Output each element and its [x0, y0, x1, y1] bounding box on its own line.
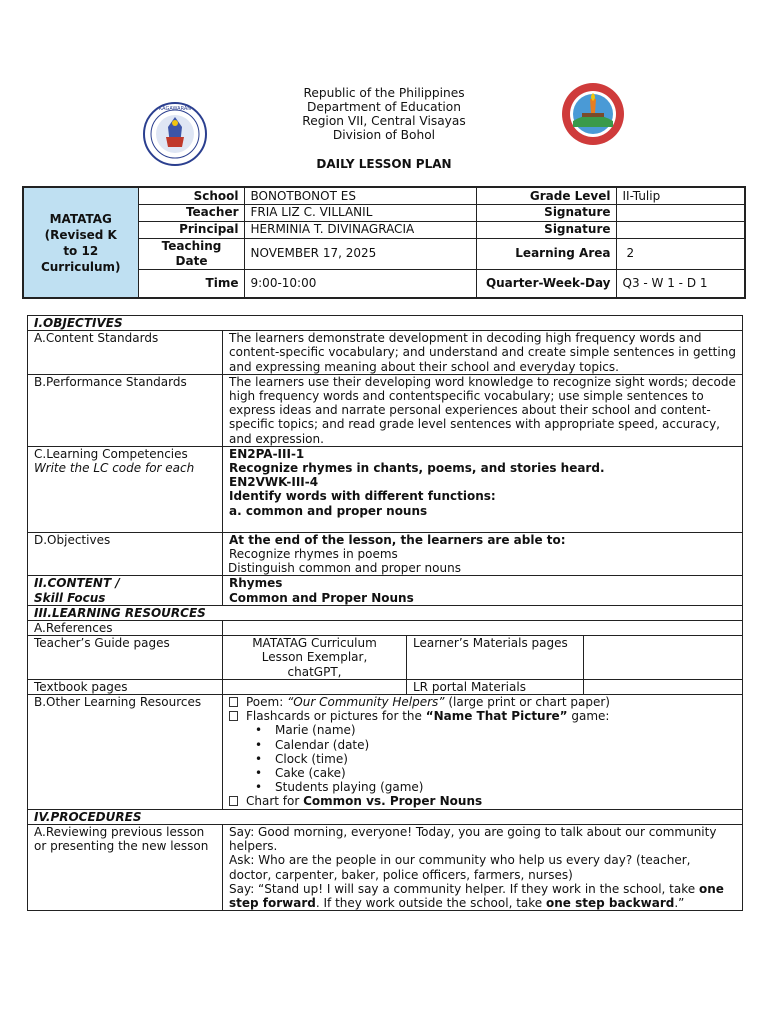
chart-prefix: Chart for [246, 794, 304, 809]
other-resources-value [223, 695, 743, 810]
country-line: Republic of the Philippines [303, 86, 465, 100]
learning-competencies-note: Write the LC code for each [34, 461, 195, 476]
signature-value-2 [616, 221, 745, 238]
school-label: School [138, 187, 244, 204]
content-nouns: Common and Proper Nouns [229, 590, 414, 605]
content-rhymes: Rhymes [229, 576, 283, 591]
content-label-line2: Skill Focus [34, 590, 106, 605]
signature-label-2: Signature [476, 221, 616, 238]
objectives-text [223, 532, 743, 576]
grade-value: II-Tulip [616, 187, 745, 204]
lesson-plan-table [27, 315, 743, 911]
principal-label: Principal [138, 221, 244, 238]
textbook-label: Textbook pages [28, 679, 223, 694]
signature-value-1 [616, 204, 745, 221]
time-label: Time [138, 269, 244, 298]
chart-resource [229, 794, 736, 808]
flashcard-list [229, 723, 736, 794]
objective-1: Recognize rhymes in poems [229, 547, 398, 562]
procedures-heading: IV.PROCEDURES [28, 809, 743, 824]
region-line: Region VII, Central Visayas [302, 114, 466, 128]
list-item: • Marie (name) [275, 723, 736, 737]
references-label: A.References [28, 621, 223, 636]
quarter-week-day-label: Quarter-Week-Day [476, 269, 616, 298]
teachers-guide-value: MATATAG Curriculum Lesson Exemplar, chatGPT, [223, 636, 407, 680]
poem-title: “Our Community Helpers” [287, 695, 445, 710]
flash-game: “Name That Picture” [425, 709, 568, 724]
quarter-week-day-value: Q3 - W 1 - D 1 [616, 269, 745, 298]
school-value: BONOTBONOT ES [244, 187, 476, 204]
division-line: Division of Bohol [332, 128, 436, 142]
poem-prefix: Poem: [246, 695, 288, 710]
lc1-text: Recognize rhymes in chants, poems, and stories heard. [229, 461, 605, 476]
flash-suffix: game: [567, 709, 610, 724]
learning-resources-heading: III.LEARNING RESOURCES [28, 605, 743, 620]
other-resources-label: B.Other Learning Resources [28, 695, 223, 810]
objective-2: Distinguish common and proper nouns [228, 561, 461, 576]
checkbox-icon [229, 697, 238, 707]
reviewing-text [223, 824, 743, 910]
content-standards-text: The learners demonstrate development in decoding high frequency words and content-specific vocabulary; and understand and create simple sentences in getting and expressing meaning about their school and everyday topics. [223, 331, 743, 375]
list-item: • Students playing (game) [275, 780, 736, 794]
learners-materials-label: Learner’s Materials pages [407, 636, 584, 680]
performance-standards-text: The learners use their developing word knowledge to recognize sight words; decode high frequency words and contentspecific vocabulary; use simple sentences to express ideas and narrate personal experiences about their school and content-specific topics; and read grade level sentences with appropriate speed, accuracy, and expression. [223, 374, 743, 446]
chart-bold: Common vs. Proper Nouns [303, 794, 483, 809]
lc2-code: EN2VWK-III-4 [229, 475, 319, 490]
objectives-label: D.Objectives [28, 532, 223, 576]
content-label [28, 576, 223, 605]
list-item: • Clock (time) [275, 752, 736, 766]
say2-part-c: . If they work outside the school, take [315, 895, 546, 910]
learners-materials-value [584, 636, 743, 680]
lc2-text: Identify words with different functions: [229, 489, 496, 504]
lr-portal-label: LR portal Materials [407, 679, 584, 694]
poem-resource [229, 695, 736, 709]
list-item: • Cake (cake) [275, 766, 736, 780]
teachers-guide-label: Teacher’s Guide pages [28, 636, 223, 680]
lr-portal-value [584, 679, 743, 694]
flash-prefix: Flashcards or pictures for the [246, 709, 426, 724]
say-2 [229, 882, 736, 910]
grade-label: Grade Level [476, 187, 616, 204]
ask-1: Ask: Who are the people in our community who help us every day? (teacher, doctor, carpenter, baker, police officers, farmers, nurses) [229, 853, 691, 882]
content-label-line1: II.CONTENT / [34, 576, 120, 591]
references-value [223, 621, 743, 636]
say2-part-d: one step backward [545, 895, 675, 910]
document-title: DAILY LESSON PLAN [316, 157, 452, 171]
principal-value: HERMINIA T. DIVINAGRACIA [244, 221, 476, 238]
say2-part-e: .” [674, 895, 685, 910]
learning-competencies-label: C.Learning Competencies [34, 446, 188, 461]
deped-seal-logo [142, 101, 208, 167]
say2-part-b: one step forward [229, 881, 724, 910]
teaching-date-label: Teaching Date [138, 238, 244, 269]
learning-area-label: Learning Area [476, 238, 616, 269]
flashcards-resource [229, 709, 736, 723]
poem-suffix: (large print or chart paper) [444, 695, 610, 710]
list-item: • Calendar (date) [275, 738, 736, 752]
objectives-intro: At the end of the lesson, the learners are able to: [229, 532, 566, 547]
checkbox-icon [229, 796, 238, 806]
content-standards-label: A.Content Standards [28, 331, 223, 375]
say2-part-a: Say: “Stand up! I will say a community helper. If they work in the school, take [229, 881, 699, 896]
lc2-item-a: a. common and proper nouns [229, 503, 428, 518]
reviewing-label: A.Reviewing previous lesson or presenting the new lesson [28, 824, 223, 910]
say-1: Say: Good morning, everyone! Today, you are going to talk about our community helpers. [229, 824, 717, 854]
performance-standards-label: B.Performance Standards [28, 374, 223, 446]
lesson-info-table [22, 186, 746, 299]
content-value [223, 576, 743, 605]
lc1-code: EN2PA-III-1 [229, 446, 305, 461]
teaching-date-value: NOVEMBER 17, 2025 [244, 238, 476, 269]
learning-area-value: 2 [616, 238, 745, 269]
time-value: 9:00-10:00 [244, 269, 476, 298]
division-bohol-logo [560, 81, 626, 147]
objectives-heading: I.OBJECTIVES [28, 316, 743, 331]
department-line: Department of Education [307, 100, 461, 114]
learning-competencies-text [223, 446, 743, 532]
teacher-value: FRIA LIZ C. VILLANIL [244, 204, 476, 221]
svg-text:KAGAWARAN: KAGAWARAN [158, 106, 192, 112]
textbook-value [223, 679, 407, 694]
learning-competencies-cell [28, 446, 223, 532]
teacher-label: Teacher [138, 204, 244, 221]
checkbox-icon [229, 711, 238, 721]
signature-label-1: Signature [476, 204, 616, 221]
curriculum-cell: MATATAG (Revised K to 12 Curriculum) [23, 187, 138, 298]
